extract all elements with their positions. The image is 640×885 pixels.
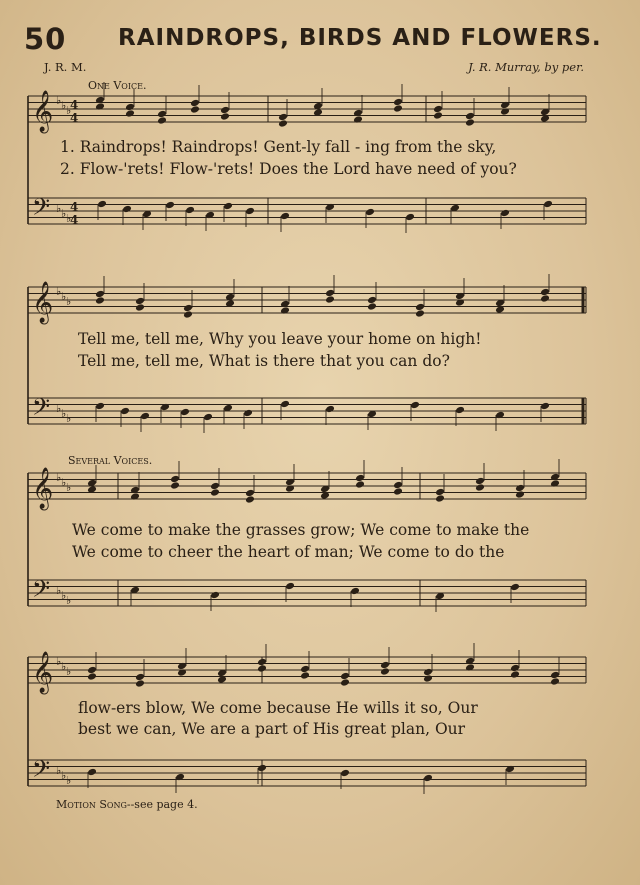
lyric-line: best we can, We are a part of His great plan, Our	[78, 720, 466, 738]
treble-clef-icon: 𝄞	[32, 91, 54, 132]
bass-note-icon	[350, 587, 360, 595]
flat-icon: ♭	[66, 594, 72, 607]
treble-note-icon	[367, 296, 377, 304]
bass-note-icon	[325, 405, 335, 413]
bass-note-icon	[87, 768, 97, 776]
flat-icon: ♭	[61, 660, 67, 673]
treble-note-icon	[210, 482, 220, 490]
treble-note-icon	[393, 481, 403, 489]
bass-note-icon	[280, 400, 290, 408]
treble-note-icon	[135, 303, 145, 311]
time-signature-bottom: 4	[70, 111, 79, 125]
flat-icon: ♭	[61, 99, 67, 112]
flat-icon: ♭	[56, 402, 62, 415]
bass-clef-icon: 𝄢	[32, 755, 51, 788]
footnote-label: Motion Song	[56, 798, 127, 811]
treble-note-icon	[435, 494, 445, 502]
flat-icon: ♭	[56, 764, 62, 777]
bass-note-icon	[540, 402, 550, 410]
treble-note-icon	[183, 310, 193, 318]
treble-note-icon	[510, 664, 520, 672]
treble-note-icon	[367, 302, 377, 310]
treble-note-icon	[95, 290, 105, 298]
treble-note-icon	[300, 671, 310, 679]
flat-icon: ♭	[61, 476, 67, 489]
treble-note-icon	[433, 111, 443, 119]
bass-note-icon	[165, 201, 175, 209]
treble-note-icon	[87, 672, 97, 680]
treble-note-icon	[433, 105, 443, 113]
flat-icon: ♭	[56, 94, 62, 107]
bass-note-icon	[180, 408, 190, 416]
treble-note-icon	[183, 304, 193, 312]
treble-note-icon	[87, 666, 97, 674]
treble-note-icon	[380, 667, 390, 675]
bass-note-icon	[203, 413, 213, 421]
treble-note-icon	[325, 295, 335, 303]
treble-note-icon	[135, 679, 145, 687]
treble-note-icon	[170, 475, 180, 483]
flat-icon: ♭	[66, 774, 72, 787]
treble-note-icon	[278, 119, 288, 127]
bass-note-icon	[120, 407, 130, 415]
treble-note-icon	[125, 109, 135, 117]
bass-note-icon	[455, 406, 465, 414]
flat-icon: ♭	[56, 285, 62, 298]
bass-clef-icon: 𝄢	[32, 393, 51, 426]
treble-note-icon	[475, 477, 485, 485]
treble-note-icon	[415, 303, 425, 311]
author-credit: J. R. M.	[44, 60, 87, 74]
footnote-text: --see page 4.	[126, 798, 198, 811]
bass-note-icon	[340, 769, 350, 777]
treble-note-icon	[157, 116, 167, 124]
bass-note-icon	[122, 205, 132, 213]
treble-note-icon	[245, 489, 255, 497]
treble-clef-icon: 𝄞	[32, 468, 54, 509]
treble-note-icon	[325, 289, 335, 297]
treble-note-icon	[278, 113, 288, 121]
flat-icon: ♭	[56, 655, 62, 668]
treble-note-icon	[550, 671, 560, 679]
flat-icon: ♭	[66, 212, 72, 225]
lyric-line: We come to cheer the heart of man; We come to do the	[72, 543, 505, 561]
treble-note-icon	[423, 674, 433, 682]
treble-note-icon	[515, 484, 525, 492]
bass-note-icon	[243, 409, 253, 417]
page-number: 50	[24, 22, 67, 56]
lyric-line: flow-ers blow, We come because He wills it so, Our	[78, 699, 478, 717]
treble-note-icon	[135, 673, 145, 681]
treble-note-icon	[393, 487, 403, 495]
treble-note-icon	[245, 495, 255, 503]
treble-note-icon	[465, 112, 475, 120]
flat-icon: ♭	[61, 290, 67, 303]
flat-icon: ♭	[61, 769, 67, 782]
flat-icon: ♭	[66, 481, 72, 494]
treble-note-icon	[465, 118, 475, 126]
composer-credit: J. R. Murray, by per.	[468, 60, 584, 74]
song-title: RAINDROPS, BIRDS AND FLOWERS.	[118, 25, 602, 51]
bass-note-icon	[510, 583, 520, 591]
treble-note-icon	[355, 474, 365, 482]
bass-note-icon	[500, 209, 510, 217]
treble-note-icon	[300, 665, 310, 673]
direction-one-voice: One Voice.	[88, 79, 147, 92]
bass-note-icon	[280, 212, 290, 220]
lyric-line: 2. Flow-'rets! Flow-'rets! Does the Lord have need of you?	[60, 160, 517, 178]
treble-note-icon	[550, 677, 560, 685]
treble-note-icon	[257, 664, 267, 672]
treble-note-icon	[415, 309, 425, 317]
bass-clef-icon: 𝄢	[32, 193, 51, 226]
flat-icon: ♭	[66, 295, 72, 308]
treble-note-icon	[515, 490, 525, 498]
bass-note-icon	[223, 202, 233, 210]
treble-note-icon	[423, 668, 433, 676]
bass-note-icon	[285, 582, 295, 590]
flat-icon: ♭	[56, 471, 62, 484]
flat-icon: ♭	[56, 202, 62, 215]
bass-note-icon	[257, 764, 267, 772]
treble-note-icon	[355, 480, 365, 488]
treble-note-icon	[393, 104, 403, 112]
treble-note-icon	[340, 678, 350, 686]
treble-note-icon	[540, 288, 550, 296]
treble-note-icon	[125, 103, 135, 111]
treble-note-icon	[210, 488, 220, 496]
bass-clef-icon: 𝄢	[32, 575, 51, 608]
flat-icon: ♭	[66, 412, 72, 425]
direction-several-voices: Several Voices.	[68, 454, 153, 467]
treble-note-icon	[190, 105, 200, 113]
flat-icon: ♭	[61, 589, 67, 602]
lyric-line: Tell me, tell me, What is there that you can do?	[78, 352, 450, 370]
treble-note-icon	[190, 99, 200, 107]
treble-note-icon	[340, 672, 350, 680]
treble-note-icon	[170, 481, 180, 489]
flat-icon: ♭	[61, 207, 67, 220]
treble-note-icon	[475, 483, 485, 491]
bass-note-icon	[97, 200, 107, 208]
flat-icon: ♭	[61, 407, 67, 420]
treble-note-icon	[157, 110, 167, 118]
treble-clef-icon: 𝄞	[32, 652, 54, 693]
bass-note-icon	[140, 412, 150, 420]
bass-note-icon	[185, 206, 195, 214]
treble-note-icon	[220, 112, 230, 120]
bass-note-icon	[543, 200, 553, 208]
lyric-line: We come to make the grasses grow; We come to make the	[72, 521, 530, 539]
bass-note-icon	[423, 774, 433, 782]
time-signature-top: 4	[70, 98, 79, 112]
time-signature-top: 4	[70, 200, 79, 214]
treble-clef-icon: 𝄞	[32, 282, 54, 323]
time-signature-bottom: 4	[70, 213, 79, 227]
flat-icon: ♭	[56, 584, 62, 597]
bass-note-icon	[245, 207, 255, 215]
flat-icon: ♭	[66, 104, 72, 117]
treble-note-icon	[510, 670, 520, 678]
lyric-line: Tell me, tell me, Why you leave your home on high!	[78, 330, 482, 348]
treble-note-icon	[540, 294, 550, 302]
bass-note-icon	[365, 208, 375, 216]
flat-icon: ♭	[66, 665, 72, 678]
bass-note-icon	[405, 213, 415, 221]
treble-note-icon	[257, 658, 267, 666]
treble-note-icon	[393, 98, 403, 106]
treble-note-icon	[435, 488, 445, 496]
treble-note-icon	[380, 661, 390, 669]
bass-note-icon	[410, 401, 420, 409]
treble-note-icon	[95, 296, 105, 304]
lyric-line: 1. Raindrops! Raindrops! Gent-ly fall - ing from the sky,	[60, 138, 497, 156]
treble-note-icon	[220, 106, 230, 114]
bass-note-icon	[210, 591, 220, 599]
bass-note-icon	[95, 402, 105, 410]
treble-note-icon	[135, 297, 145, 305]
